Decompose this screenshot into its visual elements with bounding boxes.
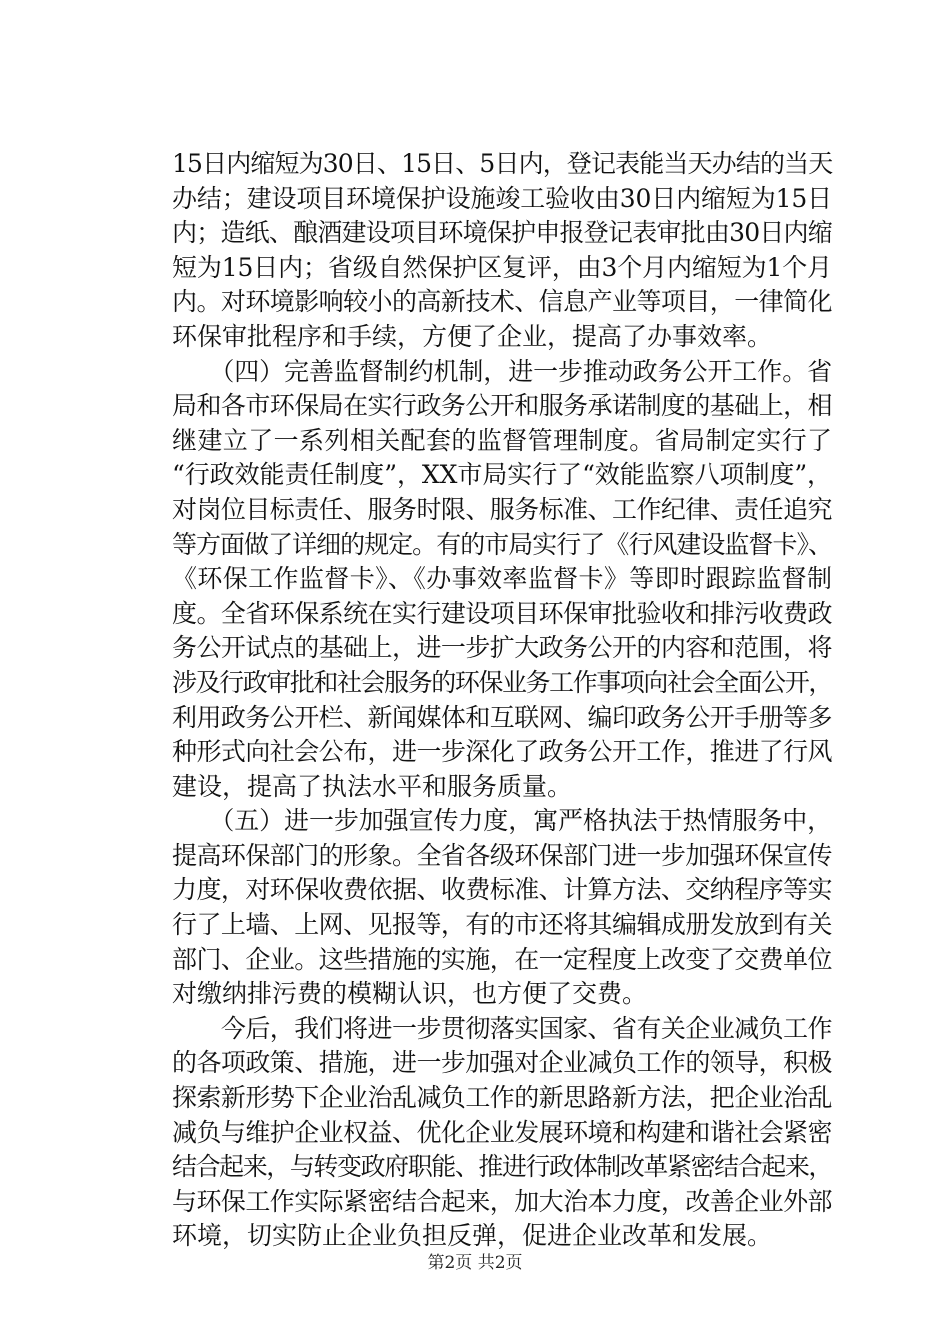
document-body	[172, 147, 832, 1254]
text-line: 继建立了一系列相关配套的监督管理制度。省局制定实行了	[172, 425, 832, 455]
text-line: 局和各市环保局在实行政务公开和服务承诺制度的基础上，相	[172, 391, 833, 421]
text-line: 行了上墙、上网、见报等，有的市还将其编辑成册发放到有关	[172, 910, 833, 940]
text-line: 《环保工作监督卡》、《办事效率监督卡》等即时跟踪监督制	[172, 564, 832, 594]
text-line: 短为15日内；省级自然保护区复评，由3个月内缩短为1个月	[172, 252, 832, 282]
text-line: 结合起来，与转变政府职能、推进行政体制改革紧密结合起来，	[172, 1152, 833, 1182]
text-line: 对岗位目标责任、服务时限、服务标准、工作纪律、责任追究	[172, 494, 833, 524]
text-line: 涉及行政审批和社会服务的环保业务工作事项向社会全面公开，	[172, 667, 833, 697]
text-line: 力度，对环保收费依据、收费标准、计算方法、交纳程序等实	[172, 875, 833, 905]
text-line: 种形式向社会公布，进一步深化了政务公开工作，推进了行风	[172, 737, 833, 767]
text-line: 对缴纳排污费的模糊认识，也方便了交费。	[172, 979, 648, 1009]
text-line: 务公开试点的基础上，进一步扩大政务公开的内容和范围，将	[172, 633, 833, 663]
text-line: （四）完善监督制约机制，进一步推动政务公开工作。省	[172, 356, 832, 386]
text-line: 提高环保部门的形象。全省各级环保部门进一步加强环保宣传	[172, 840, 833, 870]
text-line: 的各项政策、措施，进一步加强对企业减负工作的领导，积极	[172, 1048, 833, 1078]
text-line: 利用政务公开栏、新闻媒体和互联网、编印政务公开手册等多	[172, 702, 833, 732]
text-line: 内。对环境影响较小的高新技术、信息产业等项目，一律简化	[172, 287, 833, 317]
text-line: 环境，切实防止企业负担反弹，促进企业改革和发展。	[172, 1221, 773, 1251]
text-line: 15日内缩短为30日、15日、5日内，登记表能当天办结的当天	[172, 149, 833, 178]
text-line: “行政效能责任制度”，XX市局实行了“效能监察八项制度”，	[172, 460, 832, 490]
text-line: 办结；建设项目环境保护设施竣工验收由30日内缩短为15日	[172, 183, 832, 213]
text-line: 部门、企业。这些措施的实施，在一定程度上改变了交费单位	[172, 944, 833, 974]
text-line: 建设，提高了执法水平和服务质量。	[172, 771, 573, 801]
text-line: 探索新形势下企业治乱减负工作的新思路新方法，把企业治乱	[172, 1083, 833, 1113]
text-line: 度。全省环保系统在实行建设项目环保审批验收和排污收费政	[172, 598, 833, 628]
text-line: （五）进一步加强宣传力度，寓严格执法于热情服务中，	[172, 806, 832, 836]
text-line: 与环保工作实际紧密结合起来，加大治本力度，改善企业外部	[172, 1186, 833, 1216]
text-line: 减负与维护企业权益、优化企业发展环境和构建和谐社会紧密	[172, 1117, 833, 1147]
page-footer: 第2页 共2页	[427, 1253, 523, 1273]
text-line: 等方面做了详细的规定。有的市局实行了《行风建设监督卡》、	[172, 529, 832, 559]
text-line: 环保审批程序和手续，方便了企业，提高了办事效率。	[172, 321, 773, 351]
text-line: 内；造纸、酿酒建设项目环境保护申报登记表审批由30日内缩	[172, 218, 832, 248]
text-line: 今后，我们将进一步贯彻落实国家、省有关企业减负工作	[172, 1013, 833, 1043]
